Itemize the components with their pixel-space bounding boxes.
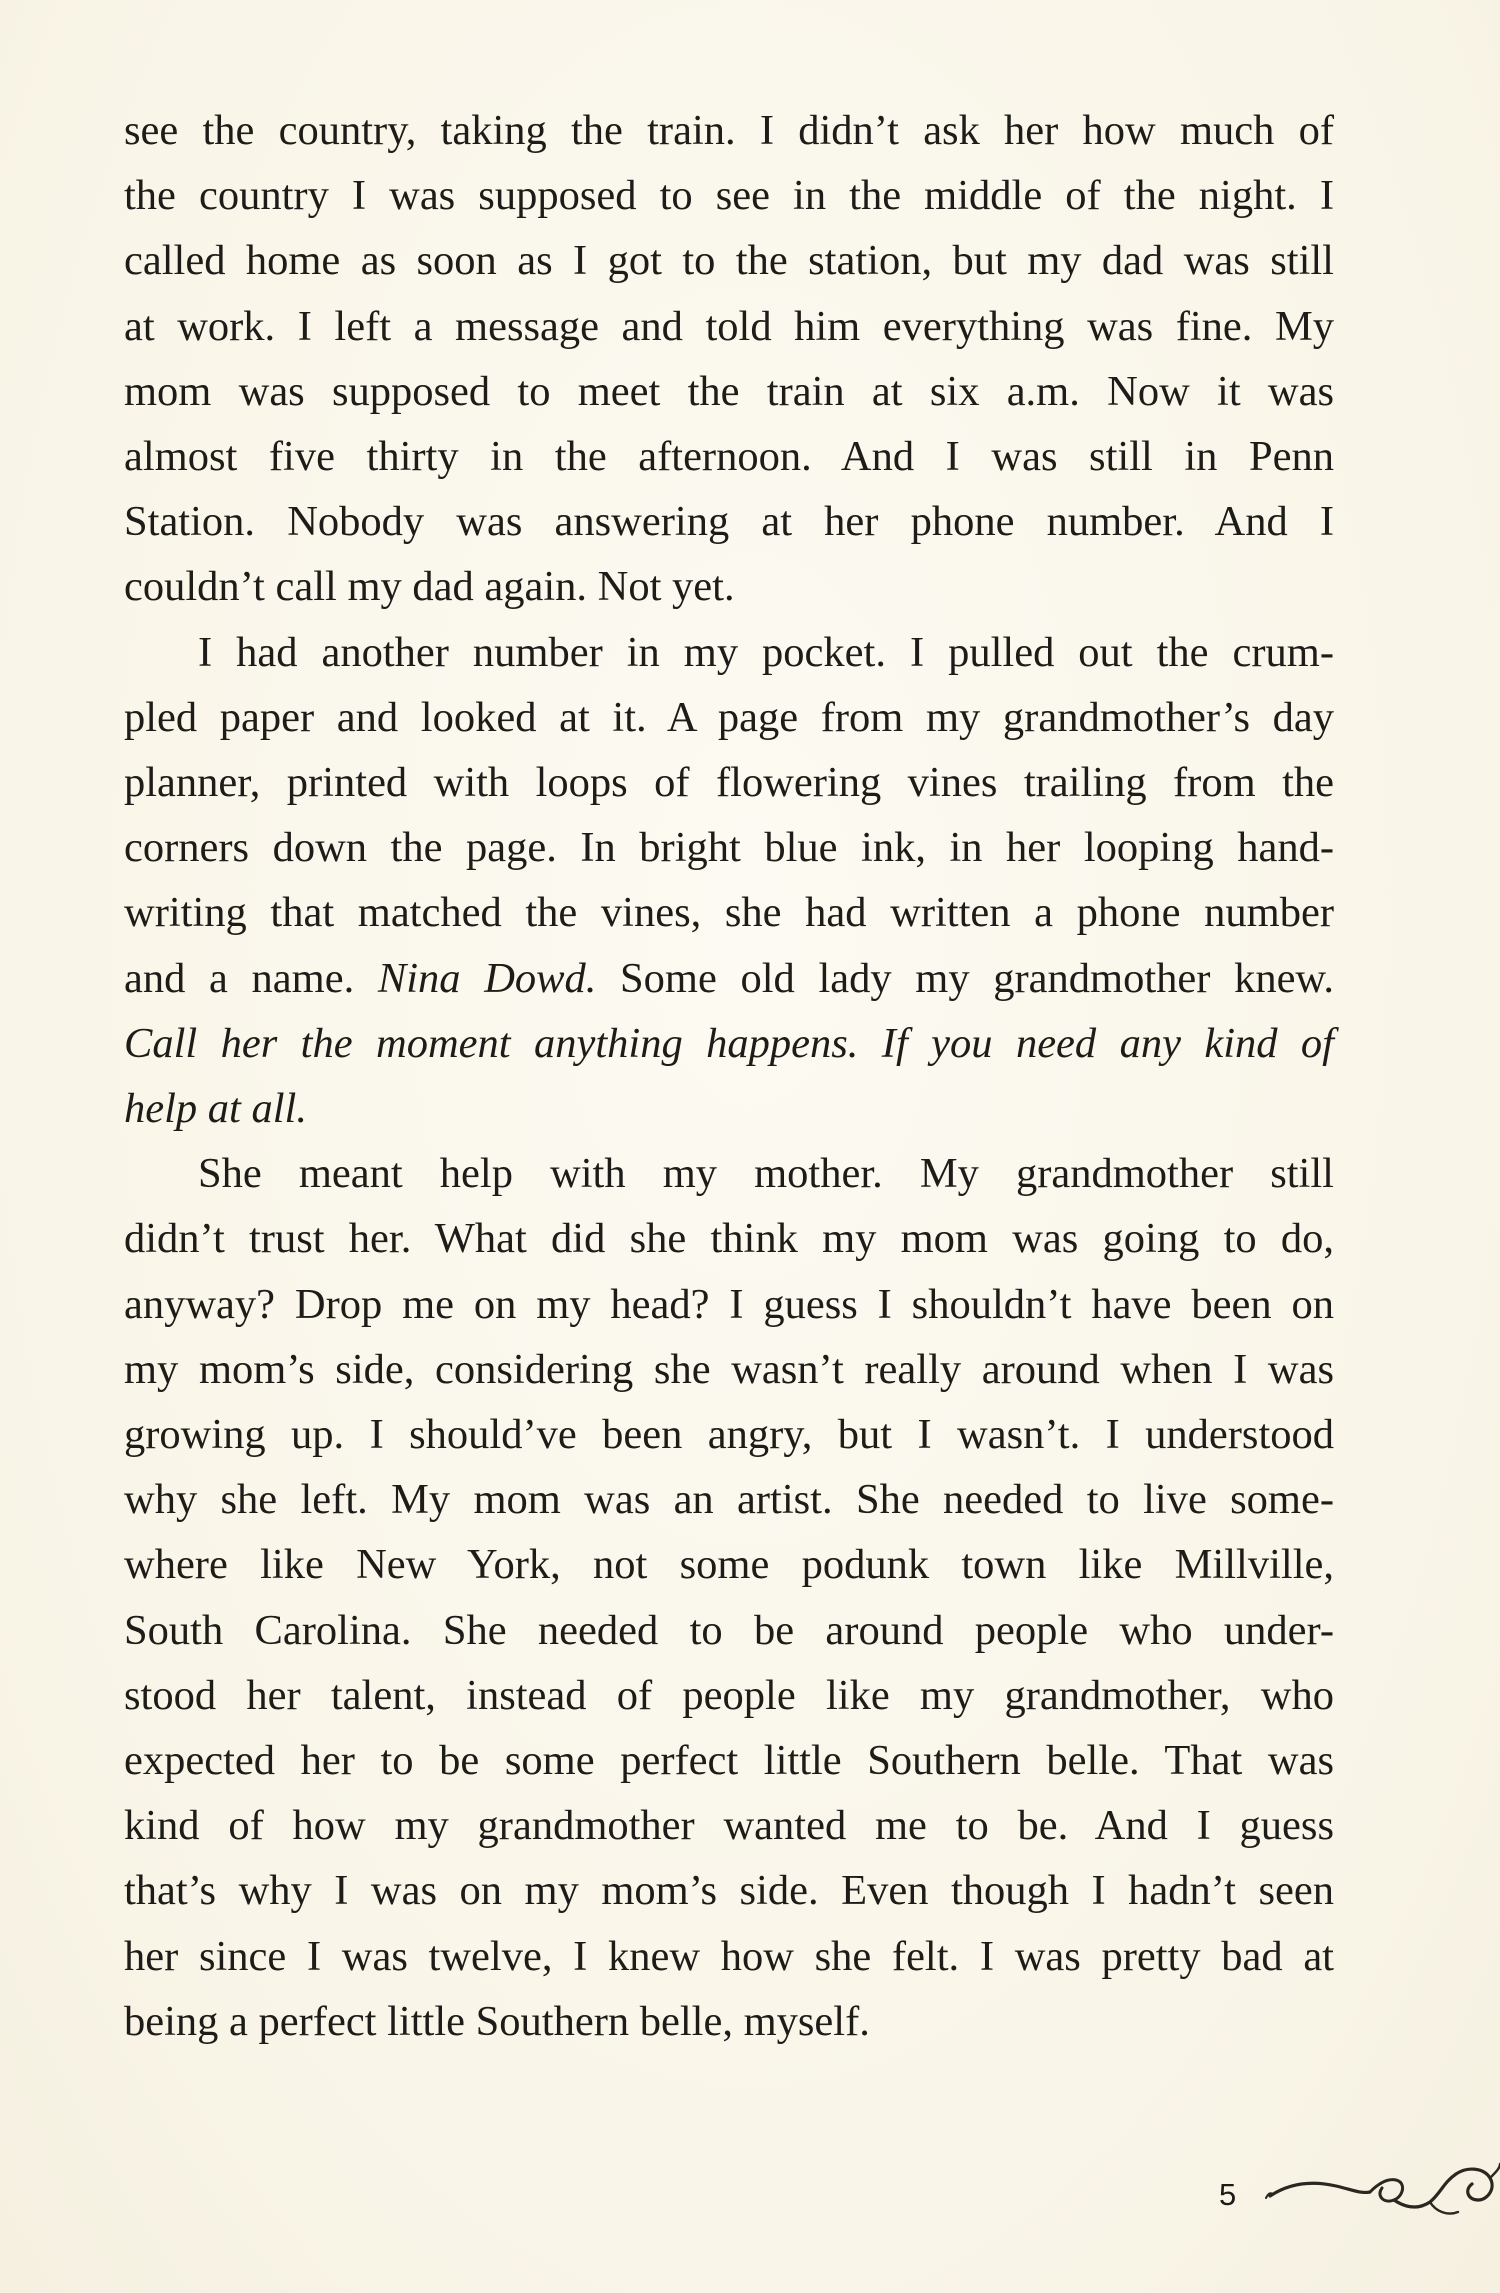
- text-run: and a name.: [124, 954, 378, 1002]
- text-line: [124, 1858, 1334, 1923]
- text-run: that’s why I was on my mom’s side. Even though I hadn’t seen: [124, 1867, 1334, 1915]
- text-line: [124, 1532, 1334, 1597]
- italic-run: Call her the moment anything happens. If you need any kind of: [124, 1019, 1334, 1067]
- text-run: Station. Nobody was answering at her phone number. And I: [124, 498, 1334, 546]
- text-line: [124, 1141, 1334, 1206]
- text-run: pled paper and looked at it. A page from my grandmother’s day: [124, 693, 1334, 741]
- text-line: [124, 1272, 1334, 1337]
- text-line: [124, 1337, 1334, 1402]
- text-run: stood her talent, instead of people like my grandmother, who: [124, 1671, 1334, 1719]
- text-line: [124, 489, 1334, 554]
- text-line: [124, 620, 1334, 685]
- text-line: [124, 228, 1334, 293]
- text-run: writing that matched the vines, she had written a phone number: [124, 889, 1334, 937]
- text-run: my mom’s side, considering she wasn’t really around when I was: [124, 1345, 1334, 1393]
- text-line: [124, 1598, 1334, 1663]
- text-run: didn’t trust her. What did she think my mom was going to do,: [124, 1215, 1334, 1263]
- text-run: planner, printed with loops of flowering vines trailing from the: [124, 759, 1334, 807]
- text-line: [124, 750, 1334, 815]
- body-text: [124, 98, 1334, 2054]
- text-line: [124, 1989, 1334, 2054]
- text-run: almost five thirty in the afternoon. And I was still in Penn: [124, 433, 1334, 481]
- text-line: [124, 359, 1334, 424]
- text-run: She meant help with my mother. My grandmother still: [198, 1150, 1334, 1198]
- text-line: [124, 1924, 1334, 1989]
- text-line: [124, 880, 1334, 945]
- text-run: see the country, taking the train. I didn’t ask her how much of: [124, 107, 1334, 154]
- text-line: [124, 1663, 1334, 1728]
- text-run: I had another number in my pocket. I pulled out the crum-: [198, 628, 1334, 676]
- page-number: 5: [1219, 2177, 1237, 2212]
- text-run: her since I was twelve, I knew how she felt. I was pretty bad at: [124, 1932, 1334, 1980]
- text-line: [124, 1011, 1334, 1076]
- paragraph: [124, 98, 1334, 620]
- text-line: [124, 1402, 1334, 1467]
- text-run: at work. I left a message and told him everything was fine. My: [124, 302, 1334, 350]
- paragraph: [124, 620, 1334, 1142]
- text-line: [124, 1793, 1334, 1858]
- text-line: [124, 815, 1334, 880]
- paragraph: [124, 1141, 1334, 2054]
- text-line: [124, 163, 1334, 228]
- text-line: [124, 98, 1334, 163]
- italic-run: help at all.: [124, 1085, 307, 1133]
- text-run: why she left. My mom was an artist. She needed to live some-: [124, 1476, 1334, 1524]
- text-run: expected her to be some perfect little Southern belle. That was: [124, 1737, 1334, 1785]
- text-run: Some old lady my grandmother knew.: [596, 954, 1334, 1002]
- text-run: South Carolina. She needed to be around people who under-: [124, 1606, 1334, 1654]
- text-run: growing up. I should’ve been angry, but I wasn’t. I understood: [124, 1411, 1334, 1459]
- text-line: [124, 424, 1334, 489]
- text-line: [124, 1206, 1334, 1271]
- text-run: being a perfect little Southern belle, myself.: [124, 1997, 870, 2045]
- text-line: [124, 1467, 1334, 1532]
- text-run: mom was supposed to meet the train at six a.m. Now it was: [124, 367, 1334, 415]
- text-line: [124, 685, 1334, 750]
- scroll-flourish-icon: [1258, 2150, 1500, 2240]
- text-run: couldn’t call my dad again. Not yet.: [124, 563, 735, 611]
- text-run: where like New York, not some podunk town like Millville,: [124, 1541, 1334, 1589]
- text-run: the country I was supposed to see in the middle of the night. I: [124, 172, 1334, 220]
- text-run: corners down the page. In bright blue ink, in her looping hand-: [124, 824, 1334, 872]
- text-run: kind of how my grandmother wanted me to be. And I guess: [124, 1802, 1334, 1850]
- text-line: [124, 294, 1334, 359]
- text-line: [124, 1076, 1334, 1141]
- text-line: [124, 554, 1334, 619]
- text-line: [124, 1728, 1334, 1793]
- italic-run: Nina Dowd.: [377, 954, 597, 1002]
- text-run: anyway? Drop me on my head? I guess I shouldn’t have been on: [124, 1280, 1334, 1328]
- text-line: [124, 946, 1334, 1011]
- text-run: called home as soon as I got to the station, but my dad was still: [124, 237, 1334, 285]
